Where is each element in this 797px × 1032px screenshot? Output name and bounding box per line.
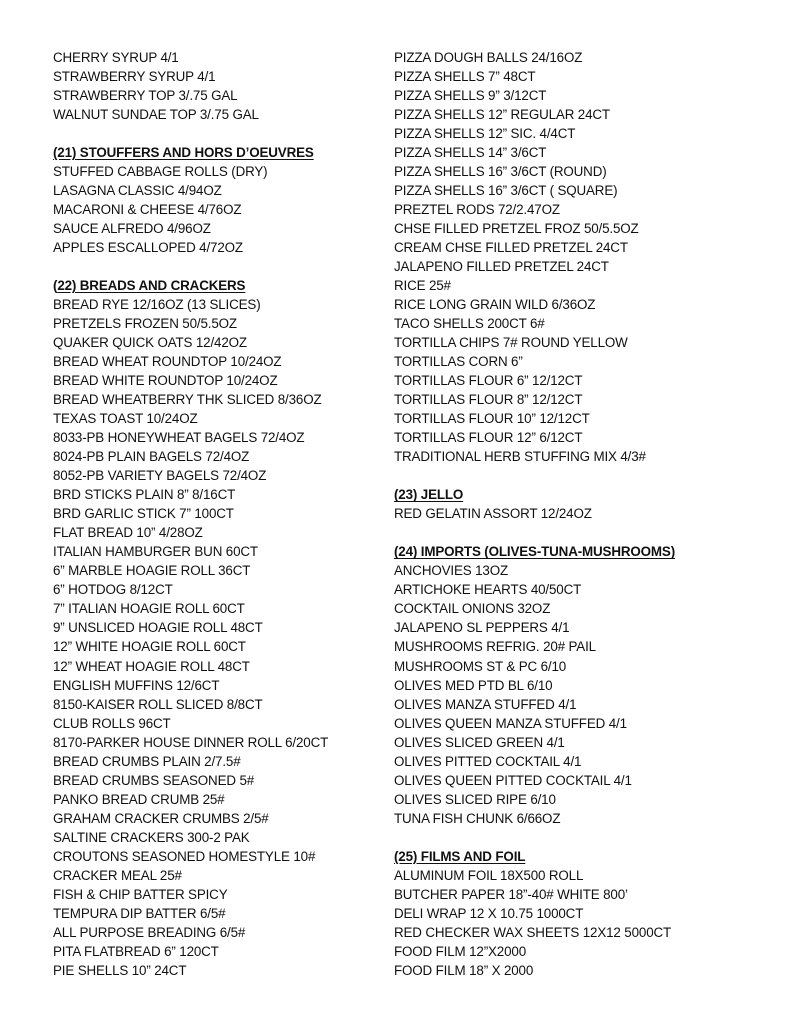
- list-item: OLIVES QUEEN MANZA STUFFED 4/1: [394, 715, 627, 731]
- list-item: JALAPENO SL PEPPERS 4/1: [394, 620, 570, 636]
- list-item: 8033-PB HONEYWHEAT BAGELS 72/4OZ: [53, 430, 305, 446]
- list-item: 8150-KAISER ROLL SLICED 8/8CT: [53, 696, 263, 712]
- list-item: 6” MARBLE HOAGIE ROLL 36CT: [53, 563, 251, 579]
- list-item: OLIVES MED PTD BL 6/10: [394, 677, 553, 693]
- list-item: PRETZELS FROZEN 50/5.5OZ: [53, 316, 237, 332]
- list-item: PANKO BREAD CRUMB 25#: [53, 791, 225, 807]
- list-item: TACO SHELLS 200CT 6#: [394, 316, 545, 332]
- spacer: [53, 124, 383, 143]
- left-column: [53, 48, 383, 980]
- list-item: PIZZA DOUGH BALLS 24/16OZ: [394, 50, 583, 65]
- list-item: PIZZA SHELLS 7” 48CT: [394, 69, 536, 85]
- list-item: 7” ITALIAN HOAGIE ROLL 60CT: [53, 601, 245, 617]
- list-item: CLUB ROLLS 96CT: [53, 715, 171, 731]
- list-item: APPLES ESCALLOPED 4/72OZ: [53, 240, 243, 256]
- list-item: BREAD WHEAT ROUNDTOP 10/24OZ: [53, 354, 282, 370]
- list-item: PIZZA SHELLS 16” 3/6CT ( SQUARE): [394, 183, 618, 199]
- list-item: OLIVES SLICED GREEN 4/1: [394, 734, 565, 750]
- list-item: OLIVES QUEEN PITTED COCKTAIL 4/1: [394, 772, 632, 788]
- list-item: FOOD FILM 12”X2000: [394, 943, 526, 959]
- list-item: CHSE FILLED PRETZEL FROZ 50/5.5OZ: [394, 221, 639, 237]
- list-item: OLIVES PITTED COCKTAIL 4/1: [394, 753, 582, 769]
- section-header-text: (23) JELLO: [394, 487, 464, 503]
- list-item: RED GELATIN ASSORT 12/24OZ: [394, 506, 592, 522]
- list-item: ENGLISH MUFFINS 12/6CT: [53, 677, 220, 693]
- list-item: 6” HOTDOG 8/12CT: [53, 582, 173, 598]
- list-item: PIZZA SHELLS 12” REGULAR 24CT: [394, 107, 610, 123]
- list-item: BREAD CRUMBS PLAIN 2/7.5#: [53, 753, 241, 769]
- list-item: TORTILLAS FLOUR 12” 6/12CT: [394, 430, 583, 446]
- list-item: CROUTONS SEASONED HOMESTYLE 10#: [53, 848, 316, 864]
- section-header-text: (24) IMPORTS (OLIVES-TUNA-MUSHROOMS): [394, 544, 676, 560]
- section-header-21-stouffers-and-hors-d-oeuvres: [53, 143, 383, 162]
- list-item: STUFFED CABBAGE ROLLS (DRY): [53, 164, 268, 180]
- right-column: [394, 48, 774, 980]
- list-item: QUAKER QUICK OATS 12/42OZ: [53, 335, 247, 351]
- list-item: BRD STICKS PLAIN 8” 8/16CT: [53, 487, 236, 503]
- list-item: MUSHROOMS REFRIG. 20# PAIL: [394, 639, 596, 655]
- list-item: ANCHOVIES 13OZ: [394, 563, 508, 579]
- list-item: PITA FLATBREAD 6” 120CT: [53, 943, 219, 959]
- list-item: ALUMINUM FOIL 18X500 ROLL: [394, 867, 584, 883]
- list-item: RICE LONG GRAIN WILD 6/36OZ: [394, 297, 596, 313]
- list-item: TORTILLAS FLOUR 10” 12/12CT: [394, 411, 590, 427]
- list-item: STRAWBERRY SYRUP 4/1: [53, 69, 216, 85]
- spacer: [53, 257, 383, 276]
- list-item: CREAM CHSE FILLED PRETZEL 24CT: [394, 240, 628, 256]
- section-header-23-jello: [394, 485, 774, 504]
- section-header-text: 22) BREADS AND CRACKERS: [57, 278, 246, 294]
- list-item: TRADITIONAL HERB STUFFING MIX 4/3#: [394, 449, 646, 465]
- spacer: [394, 523, 774, 542]
- list-item: PIZZA SHELLS 9” 3/12CT: [394, 88, 547, 104]
- list-item: PREZTEL RODS 72/2.47OZ: [394, 202, 560, 218]
- list-item: STRAWBERRY TOP 3/.75 GAL: [53, 88, 238, 104]
- list-item: 12” WHEAT HOAGIE ROLL 48CT: [53, 658, 250, 674]
- list-item: GRAHAM CRACKER CRUMBS 2/5#: [53, 810, 269, 826]
- list-item: ITALIAN HAMBURGER BUN 60CT: [53, 544, 258, 560]
- list-item: BRD GARLIC STICK 7” 100CT: [53, 506, 234, 522]
- list-item: BREAD RYE 12/16OZ (13 SLICES): [53, 297, 261, 313]
- list-item: MACARONI & CHEESE 4/76OZ: [53, 202, 242, 218]
- list-item: 9” UNSLICED HOAGIE ROLL 48CT: [53, 620, 263, 636]
- list-item: FLAT BREAD 10” 4/28OZ: [53, 525, 203, 541]
- list-item: OLIVES SLICED RIPE 6/10: [394, 791, 556, 807]
- list-item: TEMPURA DIP BATTER 6/5#: [53, 905, 226, 921]
- list-item: SALTINE CRACKERS 300-2 PAK: [53, 829, 250, 845]
- list-item: 8170-PARKER HOUSE DINNER ROLL 6/20CT: [53, 734, 329, 750]
- list-item: WALNUT SUNDAE TOP 3/.75 GAL: [53, 107, 259, 123]
- list-item: BUTCHER PAPER 18”-40# WHITE 800’: [394, 886, 628, 902]
- list-item: 12” WHITE HOAGIE ROLL 60CT: [53, 639, 246, 655]
- list-item: PIZZA SHELLS 14” 3/6CT: [394, 145, 547, 161]
- list-item: RICE 25#: [394, 278, 451, 294]
- list-item: TORTILLAS FLOUR 8” 12/12CT: [394, 392, 583, 408]
- list-item: 8024-PB PLAIN BAGELS 72/4OZ: [53, 449, 250, 465]
- list-item: OLIVES MANZA STUFFED 4/1: [394, 696, 577, 712]
- spacer: [394, 828, 774, 847]
- list-item: TORTILLA CHIPS 7# ROUND YELLOW: [394, 335, 628, 351]
- list-item: FOOD FILM 18” X 2000: [394, 962, 534, 978]
- list-item: SAUCE ALFREDO 4/96OZ: [53, 221, 211, 237]
- list-item: TUNA FISH CHUNK 6/66OZ: [394, 810, 561, 826]
- list-item: CRACKER MEAL 25#: [53, 867, 182, 883]
- list-item: LASAGNA CLASSIC 4/94OZ: [53, 183, 222, 199]
- list-item: PIZZA SHELLS 12” SIC. 4/4CT: [394, 126, 576, 142]
- list-item: DELI WRAP 12 X 10.75 1000CT: [394, 905, 584, 921]
- section-header-text: (21) STOUFFERS AND HORS D’OEUVRES: [53, 145, 314, 161]
- section-header-prefix: (: [53, 278, 58, 294]
- list-item: BREAD WHITE ROUNDTOP 10/24OZ: [53, 373, 278, 389]
- list-item: FISH & CHIP BATTER SPICY: [53, 886, 228, 902]
- section-header-24-imports-olives-tuna-mushrooms: [394, 542, 774, 561]
- list-item: BREAD CRUMBS SEASONED 5#: [53, 772, 255, 788]
- list-item: MUSHROOMS ST & PC 6/10: [394, 658, 567, 674]
- list-item: TORTILLAS CORN 6”: [394, 354, 523, 370]
- list-item: COCKTAIL ONIONS 32OZ: [394, 601, 551, 617]
- section-header-22-breads-and-crackers: [53, 276, 383, 295]
- list-item: ARTICHOKE HEARTS 40/50CT: [394, 582, 582, 598]
- section-header-25-films-and-foil: [394, 847, 774, 866]
- list-item: TORTILLAS FLOUR 6” 12/12CT: [394, 373, 583, 389]
- list-item: PIZZA SHELLS 16” 3/6CT (ROUND): [394, 164, 607, 180]
- list-item: RED CHECKER WAX SHEETS 12X12 5000CT: [394, 924, 672, 940]
- list-item: CHERRY SYRUP 4/1: [53, 50, 179, 65]
- section-header-text: (25) FILMS AND FOIL: [394, 848, 526, 864]
- list-item: JALAPENO FILLED PRETZEL 24CT: [394, 259, 609, 275]
- list-item: PIE SHELLS 10” 24CT: [53, 962, 187, 978]
- list-item: BREAD WHEATBERRY THK SLICED 8/36OZ: [53, 392, 322, 408]
- spacer: [394, 466, 774, 485]
- list-item: 8052-PB VARIETY BAGELS 72/4OZ: [53, 468, 267, 484]
- list-item: TEXAS TOAST 10/24OZ: [53, 411, 198, 427]
- list-item: ALL PURPOSE BREADING 6/5#: [53, 924, 246, 940]
